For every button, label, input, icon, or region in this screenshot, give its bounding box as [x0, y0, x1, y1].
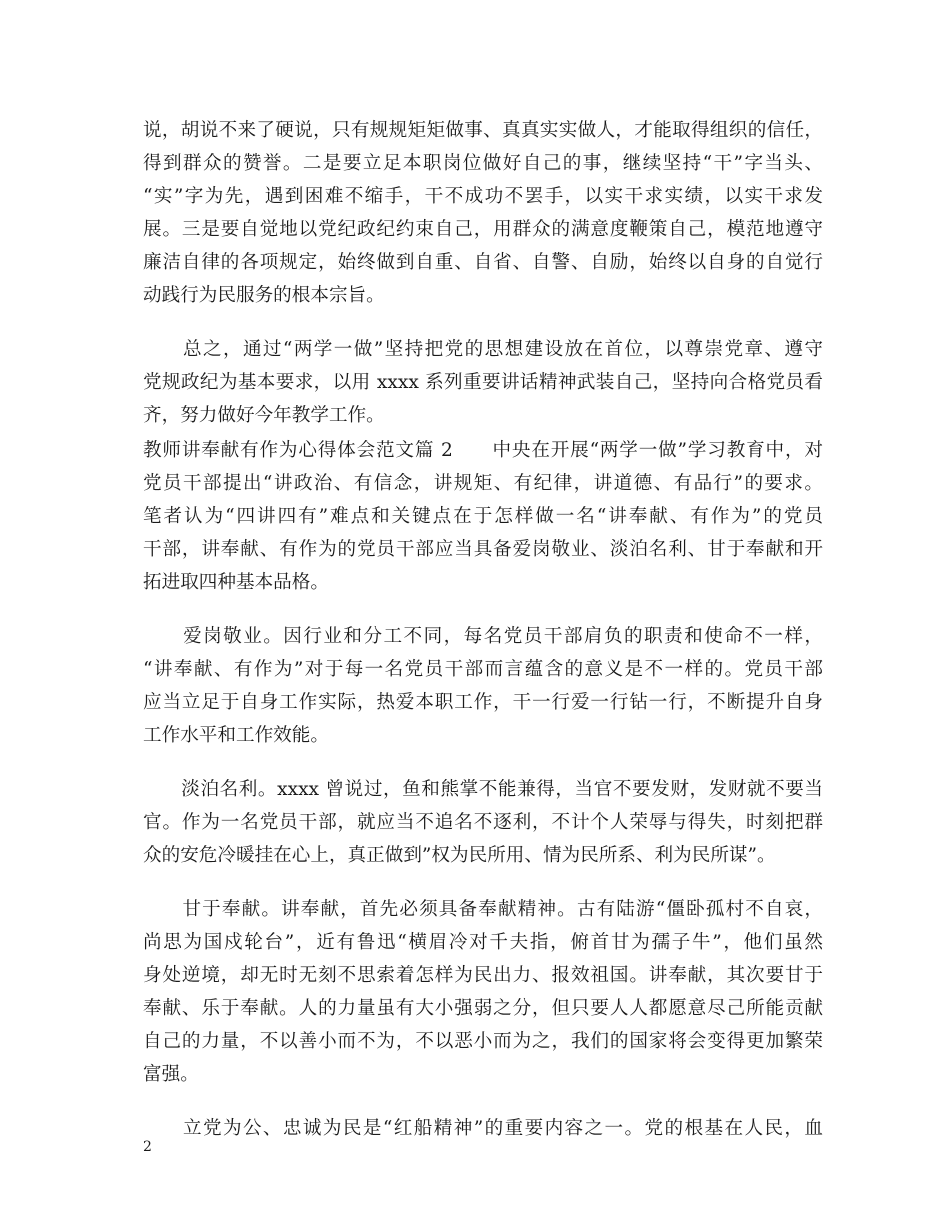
body-text-line: 党规政纪为基本要求，以用 xxxx 系列重要讲话精神武装自己，坚持向合格党员看: [143, 372, 823, 393]
body-text-line: 总之，通过“两学一做”坚持把党的思想建设放在首位，以尊崇党章、遵守: [143, 339, 823, 360]
body-text-line: 廉洁自律的各项规定，始终做到自重、自省、自警、自励，始终以自身的自觉行: [143, 252, 823, 273]
body-text-line: 官。作为一名党员干部，就应当不追名不逐利，不计个人荣辱与得失，时刻把群: [143, 812, 823, 833]
body-text-line: 众的安危冷暖挂在心上，真正做到”权为民所用、情为民所系、利为民所谋”。: [143, 845, 776, 866]
body-text-line: 富强。: [143, 1064, 199, 1085]
body-text-line: 爱岗敬业。因行业和分工不同，每名党员干部肩负的职责和使命不一样，: [143, 626, 823, 647]
body-text-line: 党员干部提出“讲政治、有信念，讲规矩、有纪律，讲道德、有品行”的要求。: [143, 473, 823, 494]
section-heading-line: 教师讲奉献有作为心得体会范文篇 2 中央在开展“两学一做”学习教育中，对: [143, 440, 823, 461]
body-text-line: 身处逆境，却无时无刻不思索着怎样为民出力、报效祖国。讲奉献，其次要甘于: [143, 965, 823, 986]
body-text-line: “实”字为先，遇到困难不缩手，干不成功不罢手，以实干求实绩，以实干求发: [143, 186, 823, 207]
body-text-line: 应当立足于自身工作实际，热爱本职工作，干一行爱一行钻一行，不断提升自身: [143, 692, 823, 713]
body-text-line: 拓进取四种基本品格。: [143, 572, 329, 593]
body-text-line: “讲奉献、有作为”对于每一名党员干部而言蕴含的意义是不一样的。党员干部: [143, 659, 823, 680]
body-text-line: 奉献、乐于奉献。人的力量虽有大小强弱之分，但只要人人都愿意尽己所能贡献: [143, 998, 823, 1019]
body-text-line: 干部，讲奉献、有作为的党员干部应当具备爱岗敬业、淡泊名利、甘于奉献和开: [143, 539, 823, 560]
body-text-line: 笔者认为“四讲四有”难点和关键点在于怎样做一名“讲奉献、有作为”的党员: [143, 506, 823, 527]
body-text-line: 得到群众的赞誉。二是要立足本职岗位做好自己的事，继续坚持“干”字当头、: [143, 153, 823, 174]
body-text-line: 展。三是要自觉地以党纪政纪约束自己，用群众的满意度鞭策自己，模范地遵守: [143, 219, 823, 240]
body-text-line: 齐，努力做好今年教学工作。: [143, 405, 385, 426]
body-text-line: 说，胡说不来了硬说，只有规规矩矩做事、真真实实做人，才能取得组织的信任，: [143, 120, 823, 141]
body-text-line: 甘于奉献。讲奉献，首先必须具备奉献精神。古有陆游“僵卧孤村不自哀，: [143, 899, 823, 920]
body-text-line: 尚思为国戍轮台”，近有鲁迅“横眉冷对千夫指，俯首甘为孺子牛”，他们虽然: [143, 932, 823, 953]
body-text-line: 淡泊名利。xxxx 曾说过，鱼和熊掌不能兼得，当官不要发财，发财就不要当: [143, 779, 823, 800]
body-text-line: 立党为公、忠诚为民是“红船精神”的重要内容之一。党的根基在人民，血: [143, 1118, 823, 1139]
body-text-line: 动践行为民服务的根本宗旨。: [143, 285, 385, 306]
body-text-line: 自己的力量，不以善小而不为，不以恶小而为之，我们的国家将会变得更加繁荣: [143, 1031, 823, 1052]
page-number: 2: [143, 1139, 152, 1155]
body-text-line: 工作水平和工作效能。: [143, 725, 329, 746]
